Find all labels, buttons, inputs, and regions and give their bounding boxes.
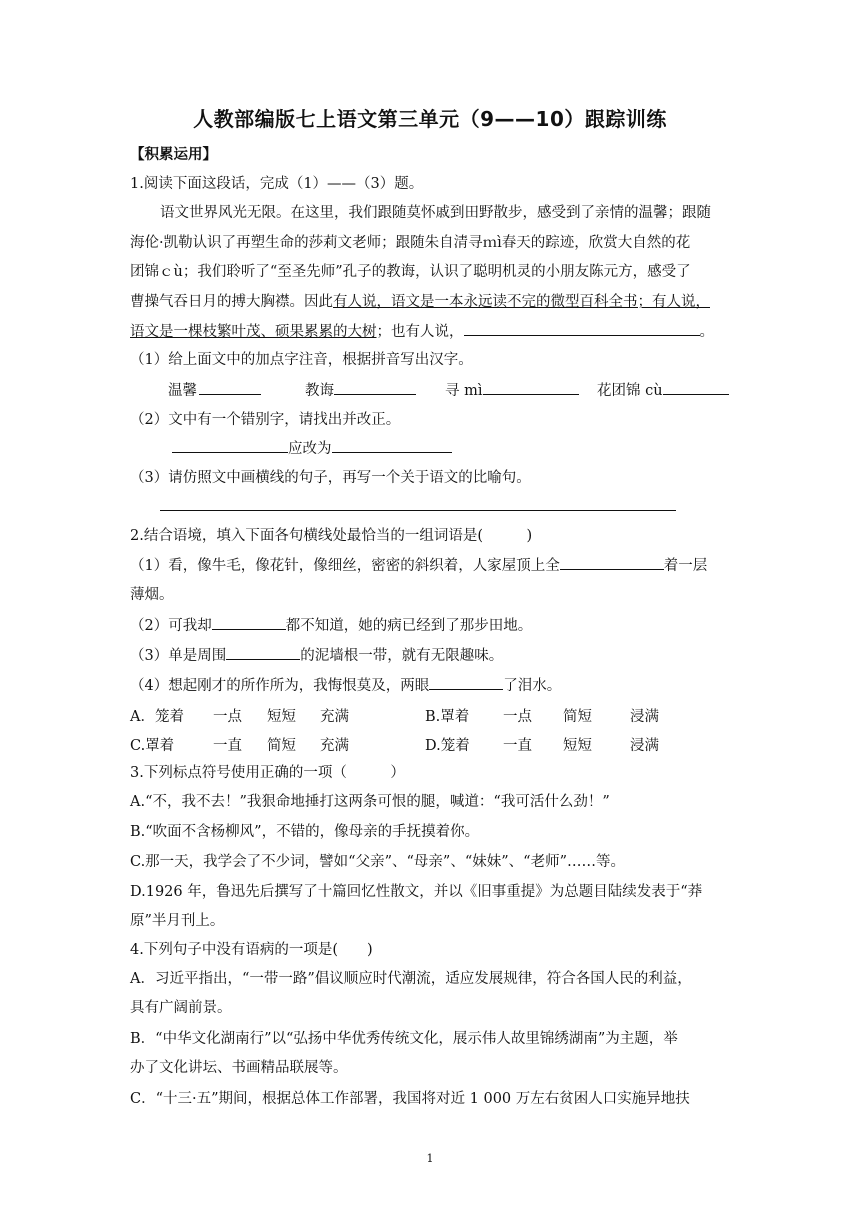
correction-line [172, 438, 452, 459]
q1-subquestion: （1）给上面文中的加点字注音，根据拼音写出汉字。 [130, 352, 473, 368]
option-word: 充满 [320, 709, 349, 725]
q1-stem: 1.阅读下面这段话，完成（1）——（3）题。 [130, 176, 424, 192]
q1-passage-line: 海伦·凯勒认识了再塑生命的莎莉文老师；跟随朱自清寻ｍì春天的踪迹，欣赏大自然的花 [130, 235, 691, 251]
sentence-text: 都不知道，她的病已经到了那步田地。 [285, 618, 533, 634]
q1-subquestion: （2）文中有一个错别字，请找出并改正。 [130, 412, 401, 428]
q1-passage-line [130, 292, 710, 312]
section-heading: 【积累运用】 [130, 147, 217, 163]
q1-subquestion: （3）请仿照文中画横线的句子，再写一个关于语文的比喻句。 [130, 470, 531, 486]
sentence-text: 了泪水。 [503, 678, 562, 694]
q2-sentence [130, 555, 707, 576]
option-label: C.罩着 [130, 738, 175, 754]
option-label: B.罩着 [425, 709, 470, 725]
answer-blank[interactable] [483, 380, 579, 395]
answer-blank[interactable] [429, 675, 503, 690]
option-word: 一点 [503, 709, 532, 725]
option-word: 浸满 [630, 709, 659, 725]
q3-option-d-cont: 原”半月刊上。 [130, 913, 225, 929]
q3-option-d[interactable]: D.1926 年，鲁迅先后撰写了十篇回忆性散文，并以《旧事重提》为总题目陆续发表于“莽 [130, 884, 703, 900]
option-word: 浸满 [630, 738, 659, 754]
answer-blank[interactable] [160, 496, 676, 511]
option-word: 简短 [563, 709, 592, 725]
sentence-text: （1）看，像牛毛，像花针，像细丝，密密的斜织着，人家屋顶上全 [130, 558, 560, 574]
sentence-text: （3）单是周围 [130, 648, 227, 664]
q4-option-c[interactable]: C．“十三·五”期间，根据总体工作部署，我国将对近 1 000 万左右贫困人口实施异地扶 [130, 1091, 690, 1107]
q3-option-a[interactable]: A.“不，我不去！”我狠命地捶打这两条可恨的腿，喊道：“我可活什么劲！” [130, 794, 610, 810]
pinyin-word: 寻 mì [445, 383, 483, 399]
answer-blank[interactable] [172, 438, 288, 453]
answer-blank[interactable] [464, 321, 700, 336]
pinyin-word: 教诲 [305, 383, 334, 399]
sentence-text: 着一层 [663, 558, 708, 574]
q2-sentence [130, 675, 561, 696]
q1-passage-line [130, 321, 714, 342]
answer-blank[interactable] [332, 438, 452, 453]
q2-sentence [130, 615, 532, 636]
q2-sentence [130, 645, 503, 666]
option-label: D.笼着 [425, 738, 470, 754]
answer-blank[interactable] [334, 380, 416, 395]
option-word: 一直 [503, 738, 532, 754]
q4-stem: 4.下列句子中没有语病的一项是( ) [130, 942, 373, 958]
pinyin-item [305, 380, 416, 401]
pinyin-item [168, 380, 261, 401]
passage-text: 。 [699, 324, 714, 340]
q1-passage-line: 团锦ｃù；我们聆听了“至圣先师”孔子的教诲，认识了聪明机灵的小朋友陈元方，感受了 [130, 264, 691, 280]
sentence-text: （4）想起刚才的所作所为，我悔恨莫及，两眼 [130, 678, 430, 694]
answer-blank[interactable] [560, 555, 664, 570]
answer-blank[interactable] [663, 380, 729, 395]
option-word: 短短 [267, 709, 296, 725]
q4-option-b[interactable]: B．“中华文化湖南行”以“弘扬中华优秀传统文化，展示伟人故里锦绣湖南”为主题，举 [130, 1031, 678, 1047]
correction-label: 应改为 [288, 441, 332, 457]
sentence-text: （2）可我却 [130, 618, 212, 634]
option-word: 充满 [320, 738, 349, 754]
option-word: 一直 [213, 738, 242, 754]
passage-text: ；也有人说， [376, 324, 464, 340]
answer-blank[interactable] [226, 645, 300, 660]
underlined-sentence: 有人说，语文是一本永远读不完的微型百科全书；有人说， [333, 294, 710, 310]
answer-line [160, 496, 676, 517]
pinyin-item [445, 380, 579, 401]
q4-option-a[interactable]: A．习近平指出，“一带一路”倡议顺应时代潮流，适应发展规律，符合各国人民的利益， [130, 971, 692, 987]
pinyin-item [597, 380, 729, 401]
sentence-text: 的泥墙根一带，就有无限趣味。 [300, 648, 504, 664]
q2-sentence: 薄烟。 [130, 587, 174, 603]
page-title: 人教部编版七上语文第三单元（9——10）跟踪训练 [193, 107, 667, 131]
passage-text: 曹操气吞日月的搏大胸襟。因此 [130, 294, 333, 310]
q3-option-c[interactable]: C.那一天，我学会了不少词，譬如“父亲”、“母亲”、“妹妹”、“老师”……等。 [130, 854, 625, 870]
answer-blank[interactable] [212, 615, 286, 630]
option-word: 简短 [267, 738, 296, 754]
answer-blank[interactable] [199, 380, 261, 395]
q1-passage-line: 语文世界风光无限。在这里，我们跟随莫怀戚到田野散步，感受到了亲情的温馨；跟随 [160, 205, 711, 221]
q2-stem: 2.结合语境，填入下面各句横线处最恰当的一组词语是( ) [130, 528, 533, 544]
pinyin-word: 花团锦 cù [597, 383, 663, 399]
underlined-sentence: 语文是一棵枝繁叶茂、硕果累累的大树 [130, 324, 377, 340]
q4-option-b-cont: 办了文化讲坛、书画精品联展等。 [130, 1060, 348, 1076]
q3-stem: 3.下列标点符号使用正确的一项（ ） [130, 765, 405, 781]
pinyin-word: 温馨 [168, 383, 197, 399]
option-word: 短短 [563, 738, 592, 754]
option-word: 一点 [213, 709, 242, 725]
option-label: A．笼着 [130, 709, 184, 725]
page-number: 1 [426, 1152, 434, 1165]
q4-option-a-cont: 具有广阔前景。 [130, 1000, 232, 1016]
q3-option-b[interactable]: B.“吹面不含杨柳风”，不错的，像母亲的手抚摸着你。 [130, 824, 480, 840]
